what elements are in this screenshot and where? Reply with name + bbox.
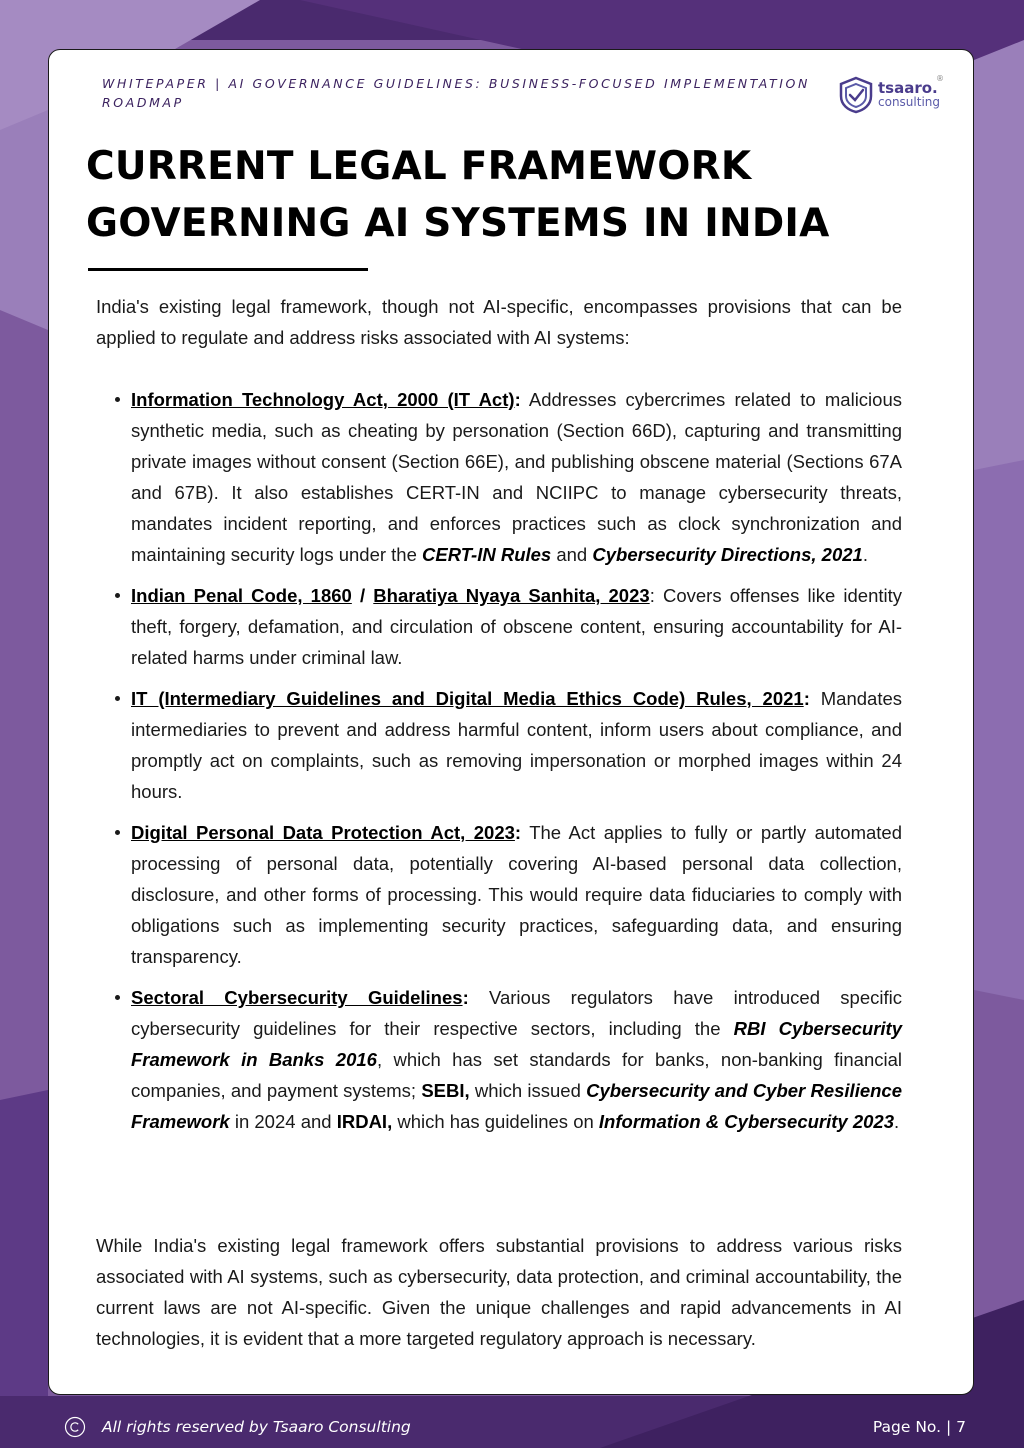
emphasis-text: CERT-IN Rules xyxy=(422,544,552,565)
law-heading: IT (Intermediary Guidelines and Digital Media Ethics Code) Rules, 2021 xyxy=(131,688,804,709)
emphasis-text: RBI Cybersecurity Framework in Banks 2016 xyxy=(131,1018,902,1070)
emphasis-text: Information & Cybersecurity 2023 xyxy=(598,1111,894,1132)
registered-mark: ® xyxy=(936,74,944,83)
company-logo xyxy=(838,74,950,116)
list-item-it-rules: IT (Intermediary Guidelines and Digital Media Ethics Code) Rules, 2021: Mandates intermediaries to prevent and address harmful content, inform users about compliance, and promptly act on complaints, such as removing impersonation or morphed images within 24 hours. xyxy=(131,683,902,807)
title-underline-divider xyxy=(88,268,368,271)
emphasis-text: Cybersecurity and Cyber Resilience Framework xyxy=(131,1080,903,1132)
logo-name: tsaaro. xyxy=(878,79,938,97)
law-heading: Sectoral Cybersecurity Guidelines xyxy=(131,987,463,1008)
page-number: Page No. | 7 xyxy=(872,1418,966,1436)
bullet-icon xyxy=(115,830,120,835)
law-heading: Information Technology Act, 2000 (IT Act) xyxy=(131,389,515,410)
list-item-it-act: Information Technology Act, 2000 (IT Act): Addresses cybercrimes related to malicious synthetic media, such as cheating by personation (Section 66D), capturing and transmitting private images without consent (Section 66E), and publishing obscene material (Sections 67A and 67B). It also establishes CERT-IN and NCIIPC to manage cybersecurity threats, mandates incident reporting, and enforces practices such as clock synchronization and maintaining security logs under the CERT-IN Rules and Cybersecurity Directions, 2021. xyxy=(131,384,902,570)
copyright-icon xyxy=(64,1416,86,1438)
bullet-icon xyxy=(115,397,120,402)
closing-paragraph: While India's existing legal framework offers substantial provisions to address various risks associated with AI systems, such as cybersecurity, data protection, and criminal accountability, the current laws are not AI-specific. Given the unique challenges and rapid advancements in AI technologies, it is evident that a more targeted regulatory approach is necessary. xyxy=(96,1235,902,1349)
intro-paragraph: India's existing legal framework, though not AI-specific, encompasses provisions that can be applied to regulate and address risks associated with AI systems: xyxy=(96,296,902,348)
law-heading: Digital Personal Data Protection Act, 2023 xyxy=(131,822,515,843)
bullet-icon xyxy=(115,995,120,1000)
list-item-dpdp-act: Digital Personal Data Protection Act, 2023: The Act applies to fully or partly automated processing of personal data, potentially covering AI-based personal data collection, disclosure, and other forms of processing. This would require data fiduciaries to comply with obligations such as implementing security practices, safeguarding data, and ensuring transparency. xyxy=(131,817,902,972)
legal-framework-list xyxy=(131,384,902,1147)
list-item-sectoral-guidelines: Sectoral Cybersecurity Guidelines: Various regulators have introduced specific cybersecurity guidelines for their respective sectors, including the RBI Cybersecurity Framework in Banks 2016, which has set standards for banks, non-banking financial companies, and payment systems; SEBI, which issued Cybersecurity and Cyber Resilience Framework in 2024 and IRDAI, which has guidelines on Information & Cybersecurity 2023. xyxy=(131,982,902,1137)
page-title: CURRENT LEGAL FRAMEWORK GOVERNING AI SYSTEMS IN INDIA xyxy=(86,144,830,246)
bullet-icon xyxy=(115,696,120,701)
list-item-ipc-bns: Indian Penal Code, 1860 / Bharatiya Nyaya Sanhita, 2023: Covers offenses like identity theft, forgery, defamation, and circulation of obscene content, ensuring accountability for AI-related harms under criminal law. xyxy=(131,580,902,673)
regulator-name: IRDAI, xyxy=(336,1111,393,1132)
bullet-icon xyxy=(115,593,120,598)
law-heading: Bharatiya Nyaya Sanhita, 2023 xyxy=(373,585,650,606)
footer-rights: All rights reserved by Tsaaro Consulting xyxy=(102,1418,411,1436)
shield-logo-icon xyxy=(838,76,874,114)
logo-subtitle: consulting xyxy=(878,95,940,109)
regulator-name: SEBI, xyxy=(421,1080,470,1101)
document-header-label: WHITEPAPER | AI GOVERNANCE GUIDELINES: BUSINESS-FOCUSED IMPLEMENTATION ROADMAP xyxy=(102,76,810,110)
emphasis-text: Cybersecurity Directions, 2021 xyxy=(592,544,863,565)
law-heading: Indian Penal Code, 1860 xyxy=(131,585,352,606)
